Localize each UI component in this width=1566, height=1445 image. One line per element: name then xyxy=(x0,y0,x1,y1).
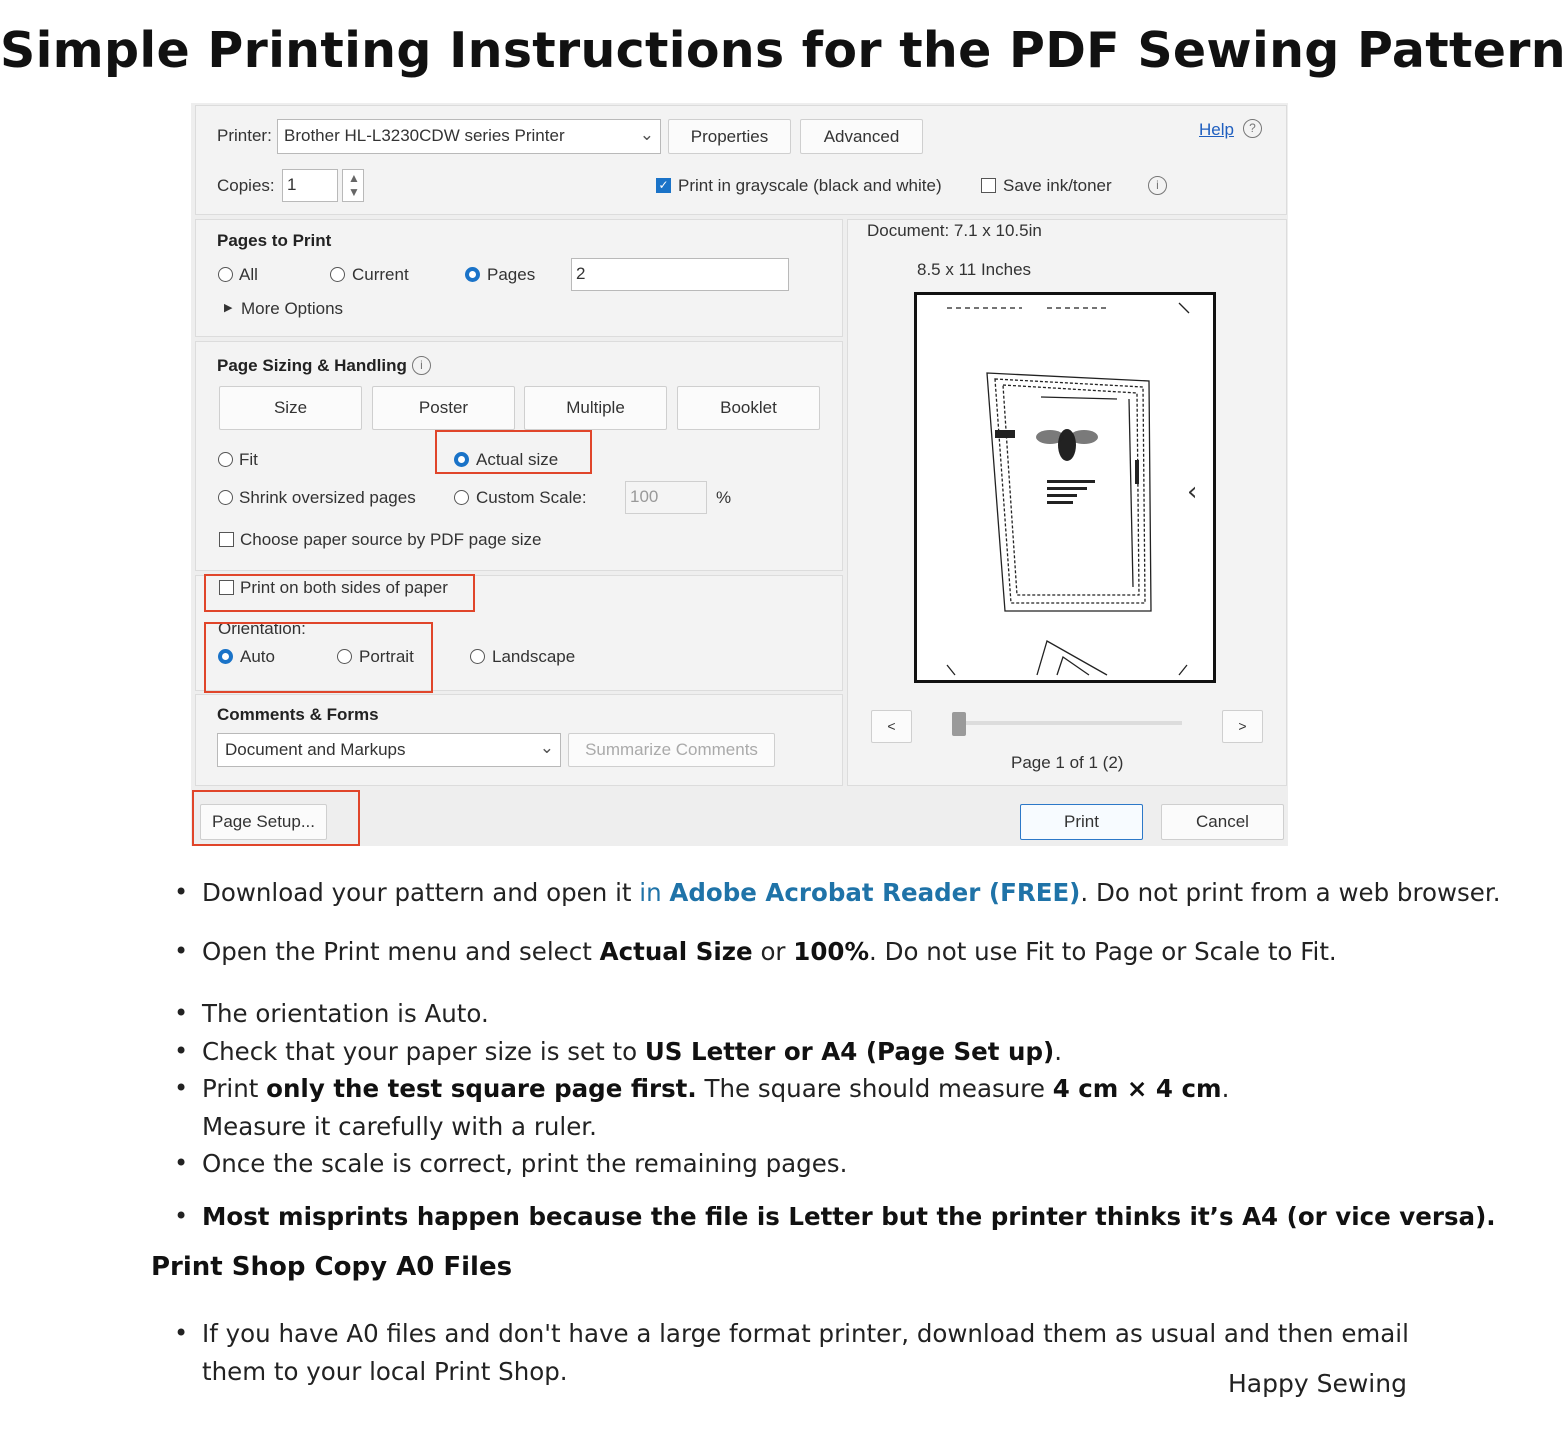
radio-custom-scale-label: Custom Scale: xyxy=(476,488,587,507)
pages-heading: Pages to Print xyxy=(217,231,332,250)
printer-label: Printer: xyxy=(217,126,272,145)
cancel-button[interactable]: Cancel xyxy=(1161,804,1284,840)
next-page-button[interactable]: > xyxy=(1222,710,1263,743)
highlight-orientation xyxy=(204,622,433,693)
copies-stepper[interactable] xyxy=(342,169,364,202)
grayscale-checkbox[interactable]: ✓ xyxy=(656,178,671,193)
highlight-page-setup xyxy=(192,790,360,846)
page-slider-track[interactable] xyxy=(952,721,1182,725)
tab-multiple[interactable]: Multiple xyxy=(524,386,667,430)
page-preview xyxy=(914,292,1216,683)
copies-value: 1 xyxy=(287,175,297,194)
save-ink-checkbox[interactable] xyxy=(981,178,996,193)
pages-input-value: 2 xyxy=(576,264,586,283)
tab-booklet[interactable]: Booklet xyxy=(677,386,820,430)
document-size: Document: 7.1 x 10.5in xyxy=(867,221,1042,240)
radio-current[interactable] xyxy=(330,267,345,282)
custom-scale-value: 100 xyxy=(630,487,659,506)
page-title: Simple Printing Instructions for the PDF Sewing Pattern xyxy=(0,22,1566,79)
radio-custom-scale[interactable] xyxy=(454,490,469,505)
radio-current-label: Current xyxy=(352,265,409,284)
chevron-down-icon: ⌄ xyxy=(639,125,654,144)
list-item: • Print only the test square page first. The square should measure 4 cm × 4 cm. Measure it carefully with a ruler. xyxy=(172,1070,1229,1145)
print-button[interactable]: Print xyxy=(1020,804,1143,840)
radio-all-label: All xyxy=(239,265,258,284)
paper-source-label: Choose paper source by PDF page size xyxy=(240,530,542,549)
print-dialog-screenshot xyxy=(191,103,1288,846)
tab-size[interactable]: Size xyxy=(219,386,362,430)
radio-auto-label: Auto xyxy=(240,647,275,666)
highlight-both-sides xyxy=(204,574,475,612)
radio-all[interactable] xyxy=(218,267,233,282)
more-options-link[interactable]: More Options xyxy=(241,299,344,318)
radio-pages[interactable] xyxy=(465,267,480,282)
info-icon[interactable]: i xyxy=(1148,176,1167,195)
list-item: • Check that your paper size is set to US Letter or A4 (Page Set up). xyxy=(172,1033,1229,1071)
list-item: • Once the scale is correct, print the remaining pages. xyxy=(172,1145,1229,1183)
percent-sign: % xyxy=(716,488,732,507)
list-item: • Open the Print menu and select Actual Size or 100%. Do not use Fit to Page or Scale to Fit. xyxy=(172,937,1337,966)
properties-button[interactable]: Properties xyxy=(668,119,791,154)
summarize-comments-button[interactable]: Summarize Comments xyxy=(568,733,775,767)
info-icon[interactable]: i xyxy=(412,356,431,375)
list-item: • The orientation is Auto. xyxy=(172,995,1229,1033)
svg-text:‹: ‹ xyxy=(1187,477,1198,507)
copies-label: Copies: xyxy=(217,176,275,195)
copies-input[interactable] xyxy=(282,169,338,202)
page-setup-button[interactable]: Page Setup... xyxy=(200,804,327,840)
list-item: • If you have A0 files and don't have a large format printer, download them as usual and then email them to your local Print Shop. xyxy=(172,1315,1409,1390)
comments-select-value: Document and Markups xyxy=(225,740,406,759)
radio-fit-label: Fit xyxy=(239,450,258,469)
tab-poster[interactable]: Poster xyxy=(372,386,515,430)
help-icon[interactable]: ? xyxy=(1243,119,1262,138)
radio-actual-size-label: Actual size xyxy=(476,450,559,469)
comments-select[interactable] xyxy=(217,733,561,767)
list-item: • Most misprints happen because the file is Letter but the printer thinks it’s A4 (or vice versa). xyxy=(172,1202,1496,1231)
page-counter: Page 1 of 1 (2) xyxy=(1011,753,1124,772)
sign-off: Happy Sewing xyxy=(1228,1369,1407,1398)
custom-scale-input[interactable] xyxy=(625,481,707,514)
instruction-list-5 xyxy=(172,1315,1409,1390)
chevron-down-icon: ⌄ xyxy=(539,738,554,757)
pattern-preview-image xyxy=(917,295,1213,680)
sizing-heading: Page Sizing & Handling xyxy=(217,356,407,375)
orientation-label: Orientation: xyxy=(218,619,306,638)
stepper-down-icon[interactable]: ▼ xyxy=(348,185,360,199)
comments-heading: Comments & Forms xyxy=(217,705,379,724)
radio-landscape-label: Landscape xyxy=(492,647,576,666)
prev-page-button[interactable]: < xyxy=(871,710,912,743)
radio-fit[interactable] xyxy=(218,452,233,467)
printer-select[interactable] xyxy=(277,119,661,154)
radio-portrait-label: Portrait xyxy=(359,647,414,666)
grayscale-label: Print in grayscale (black and white) xyxy=(678,176,942,195)
paper-size: 8.5 x 11 Inches xyxy=(917,260,1032,279)
instruction-list-4 xyxy=(172,1202,1496,1231)
acrobat-reader-link[interactable]: Adobe Acrobat Reader (FREE) xyxy=(669,878,1081,907)
list-item: • Download your pattern and open it in Adobe Acrobat Reader (FREE). Do not print from a web browser. xyxy=(172,878,1501,907)
radio-pages-label: Pages xyxy=(487,265,536,284)
both-sides-label: Print on both sides of paper xyxy=(240,578,448,597)
radio-shrink-label: Shrink oversized pages xyxy=(239,488,416,507)
printer-select-value: Brother HL-L3230CDW series Printer xyxy=(284,126,565,145)
radio-shrink[interactable] xyxy=(218,490,233,505)
help-link[interactable]: Help xyxy=(1199,120,1234,139)
radio-landscape[interactable] xyxy=(470,649,485,664)
expand-triangle-icon[interactable]: ▶ xyxy=(224,302,233,314)
highlight-actual-size xyxy=(435,430,592,474)
pages-input[interactable] xyxy=(571,258,789,291)
instruction-list-1 xyxy=(172,878,1501,907)
advanced-button[interactable]: Advanced xyxy=(800,119,923,154)
paper-source-checkbox[interactable] xyxy=(219,532,234,547)
page-slider-thumb[interactable] xyxy=(952,712,966,736)
instruction-list-3 xyxy=(172,995,1229,1183)
save-ink-label: Save ink/toner xyxy=(1003,176,1112,195)
instruction-list-2 xyxy=(172,937,1337,966)
stepper-up-icon[interactable]: ▲ xyxy=(348,171,360,185)
section-heading: Print Shop Copy A0 Files xyxy=(151,1252,513,1282)
